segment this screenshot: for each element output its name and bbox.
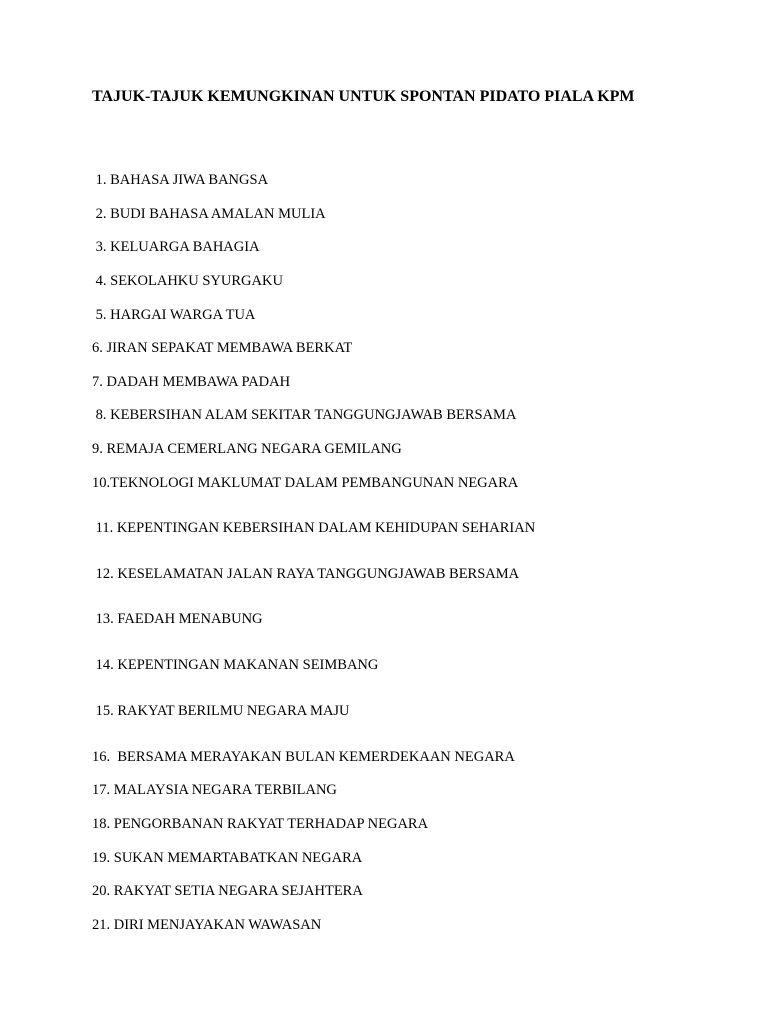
list-item: 12. KESELAMATAN JALAN RAYA TANGGUNGJAWAB BERSAMA	[92, 566, 520, 582]
list-item: 6. JIRAN SEPAKAT MEMBAWA BERKAT	[92, 340, 353, 356]
list-item: 9. REMAJA CEMERLANG NEGARA GEMILANG	[92, 441, 402, 457]
list-item: 18. PENGORBANAN RAKYAT TERHADAP NEGARA	[92, 816, 429, 832]
list-item: 21. DIRI MENJAYAKAN WAWASAN	[92, 917, 322, 933]
list-item: 15. RAKYAT BERILMU NEGARA MAJU	[92, 703, 350, 719]
list-item: 5. HARGAI WARGA TUA	[92, 307, 256, 323]
list-item: 19. SUKAN MEMARTABATKAN NEGARA	[92, 850, 363, 866]
list-item: 16. BERSAMA MERAYAKAN BULAN KEMERDEKAAN NEGARA	[92, 749, 515, 765]
list-item: 8. KEBERSIHAN ALAM SEKITAR TANGGUNGJAWAB BERSAMA	[92, 407, 517, 423]
document-title: TAJUK-TAJUK KEMUNGKINAN UNTUK SPONTAN PIDATO PIALA KPM	[92, 88, 635, 105]
list-item: 13. FAEDAH MENABUNG	[92, 611, 263, 627]
list-item: 20. RAKYAT SETIA NEGARA SEJAHTERA	[92, 883, 363, 899]
list-item: 10.TEKNOLOGI MAKLUMAT DALAM PEMBANGUNAN NEGARA	[92, 475, 519, 491]
list-item: 2. BUDI BAHASA AMALAN MULIA	[92, 206, 326, 222]
list-item: 7. DADAH MEMBAWA PADAH	[92, 374, 291, 390]
list-item: 14. KEPENTINGAN MAKANAN SEIMBANG	[92, 657, 379, 673]
list-item: 3. KELUARGA BAHAGIA	[92, 239, 260, 255]
list-item: 17. MALAYSIA NEGARA TERBILANG	[92, 782, 337, 798]
list-item: 1. BAHASA JIWA BANGSA	[92, 172, 269, 188]
list-item: 11. KEPENTINGAN KEBERSIHAN DALAM KEHIDUPAN SEHARIAN	[92, 520, 536, 536]
list-item: 4. SEKOLAHKU SYURGAKU	[92, 273, 283, 289]
